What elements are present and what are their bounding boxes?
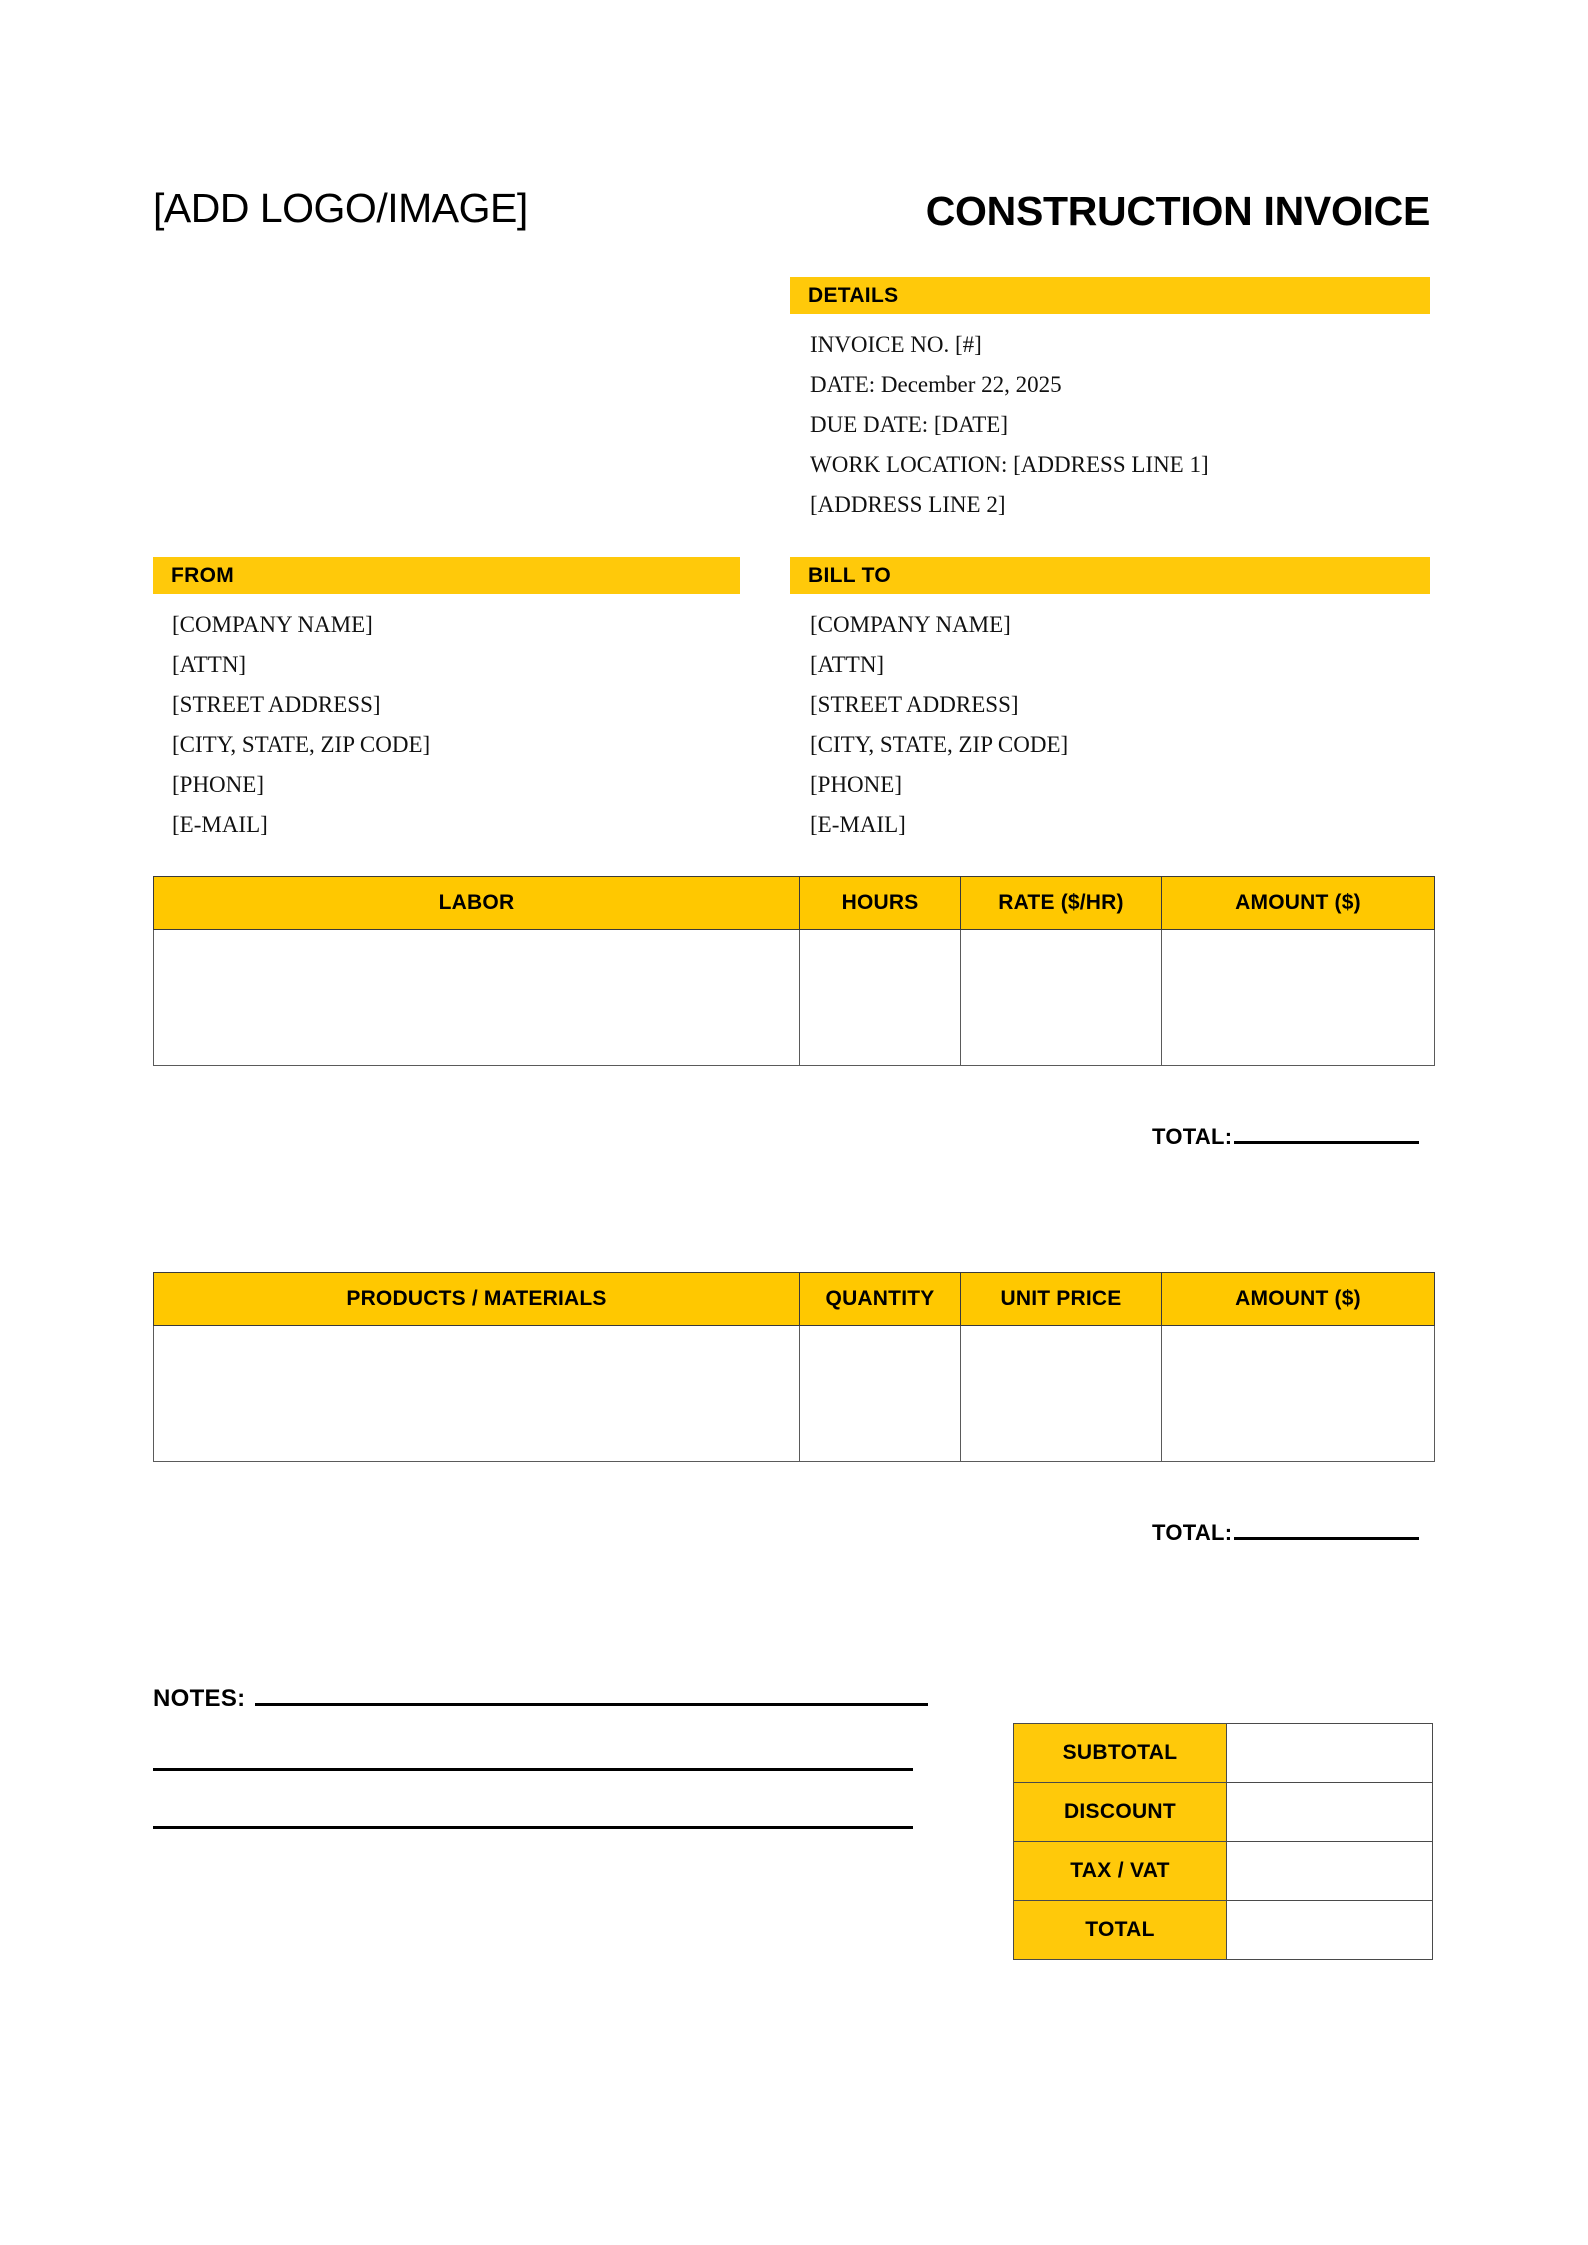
from-street-address[interactable]: [STREET ADDRESS]: [172, 692, 381, 717]
summary-value-subtotal[interactable]: [1227, 1724, 1433, 1783]
details-work-location-line-1[interactable]: WORK LOCATION: [ADDRESS LINE 1]: [810, 452, 1209, 477]
details-date[interactable]: DATE: December 22, 2025: [810, 372, 1062, 397]
bill-to-body: [810, 605, 1410, 845]
details-section-header: [790, 277, 1430, 314]
page-title: CONSTRUCTION INVOICE: [925, 188, 1430, 234]
materials-cell-description[interactable]: [154, 1326, 800, 1462]
summary-row-discount: [1014, 1783, 1433, 1842]
details-due-date[interactable]: DUE DATE: [DATE]: [810, 412, 1009, 437]
materials-column-header-unit-price: UNIT PRICE: [961, 1273, 1162, 1326]
from-phone[interactable]: [PHONE]: [172, 772, 264, 797]
summary-value-tax-vat[interactable]: [1227, 1842, 1433, 1901]
labor-cell-hours[interactable]: [800, 930, 961, 1066]
labor-column-header-hours: HOURS: [800, 877, 961, 930]
labor-total-row: [1152, 1122, 1419, 1150]
materials-total-row: [1152, 1518, 1419, 1546]
summary-table: [1013, 1723, 1433, 1960]
materials-table: [153, 1272, 1435, 1462]
labor-cell-rate[interactable]: [961, 930, 1162, 1066]
details-invoice-no[interactable]: INVOICE NO. [#]: [810, 332, 982, 357]
labor-column-header-rate: RATE ($/HR): [961, 877, 1162, 930]
labor-cell-amount[interactable]: [1162, 930, 1435, 1066]
bill-to-phone[interactable]: [PHONE]: [810, 772, 902, 797]
notes-label: NOTES:: [153, 1685, 246, 1712]
bill-to-company-name[interactable]: [COMPANY NAME]: [810, 612, 1011, 637]
from-body: [172, 605, 752, 845]
materials-cell-quantity[interactable]: [800, 1326, 961, 1462]
details-work-location-line-2[interactable]: [ADDRESS LINE 2]: [810, 492, 1006, 517]
summary-label-tax-vat: TAX / VAT: [1014, 1842, 1227, 1901]
details-body: [810, 325, 1450, 525]
bill-to-email[interactable]: [E-MAIL]: [810, 812, 906, 837]
materials-column-header-amount: AMOUNT ($): [1162, 1273, 1435, 1326]
materials-column-header-description: PRODUCTS / MATERIALS: [154, 1273, 800, 1326]
table-row: [154, 1326, 1435, 1462]
materials-column-header-quantity: QUANTITY: [800, 1273, 961, 1326]
bill-to-section-header: [790, 557, 1430, 594]
from-company-name[interactable]: [COMPANY NAME]: [172, 612, 373, 637]
summary-value-discount[interactable]: [1227, 1783, 1433, 1842]
labor-table-container: [153, 876, 1435, 1066]
notes-first-row: [153, 1685, 928, 1713]
labor-table: [153, 876, 1435, 1066]
labor-total-value[interactable]: [1234, 1122, 1419, 1144]
summary-row-tax-vat: [1014, 1842, 1433, 1901]
notes-input-line-2[interactable]: [153, 1768, 913, 1771]
summary-label-subtotal: SUBTOTAL: [1014, 1724, 1227, 1783]
materials-cell-amount[interactable]: [1162, 1326, 1435, 1462]
materials-table-container: [153, 1272, 1435, 1462]
summary-row-subtotal: [1014, 1724, 1433, 1783]
bill-to-heading-label: BILL TO: [808, 563, 891, 587]
notes-input-line-3[interactable]: [153, 1826, 913, 1829]
labor-total-label: TOTAL:: [1152, 1124, 1233, 1149]
labor-table-header-row: [154, 877, 1435, 930]
table-row: [154, 930, 1435, 1066]
from-attn[interactable]: [ATTN]: [172, 652, 247, 677]
materials-total-label: TOTAL:: [1152, 1520, 1233, 1545]
from-city-state-zip[interactable]: [CITY, STATE, ZIP CODE]: [172, 732, 431, 757]
notes-section: [153, 1685, 928, 1829]
labor-cell-description[interactable]: [154, 930, 800, 1066]
summary-value-total[interactable]: [1227, 1901, 1433, 1960]
bill-to-street-address[interactable]: [STREET ADDRESS]: [810, 692, 1019, 717]
logo-placeholder[interactable]: [ADD LOGO/IMAGE]: [153, 185, 528, 231]
notes-input-line-1[interactable]: [255, 1687, 928, 1706]
summary-table-container: [1013, 1723, 1433, 1960]
from-heading-label: FROM: [171, 563, 235, 587]
bill-to-attn[interactable]: [ATTN]: [810, 652, 885, 677]
materials-table-header-row: [154, 1273, 1435, 1326]
materials-total-value[interactable]: [1234, 1518, 1419, 1540]
from-section-header: [153, 557, 740, 594]
summary-label-discount: DISCOUNT: [1014, 1783, 1227, 1842]
from-email[interactable]: [E-MAIL]: [172, 812, 268, 837]
labor-column-header-amount: AMOUNT ($): [1162, 877, 1435, 930]
details-heading-label: DETAILS: [808, 283, 899, 307]
labor-column-header-description: LABOR: [154, 877, 800, 930]
bill-to-city-state-zip[interactable]: [CITY, STATE, ZIP CODE]: [810, 732, 1069, 757]
summary-row-total: [1014, 1901, 1433, 1960]
materials-cell-unit-price[interactable]: [961, 1326, 1162, 1462]
summary-label-total: TOTAL: [1014, 1901, 1227, 1960]
